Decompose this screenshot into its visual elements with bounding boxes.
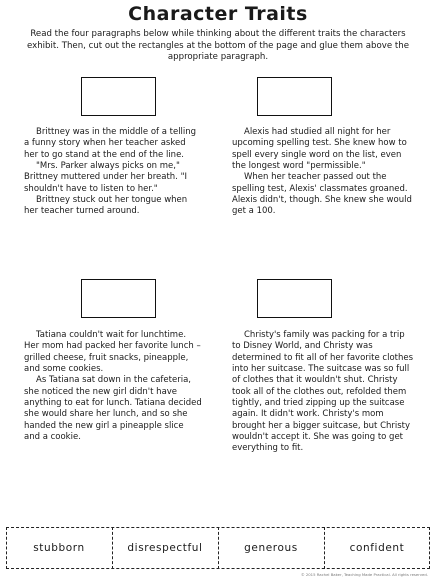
paragraph-brittney (24, 127, 202, 218)
glue-box-3 (81, 279, 156, 318)
paragraph-tatiana (24, 330, 202, 443)
paragraph-line: Alexis had studied all night for her upcoming spelling test. She knew how to spell every single word on the list, even the longest word "permissible." (232, 127, 407, 172)
paragraph-line: Christy's family was packing for a trip to Disney World, and Christy was determined to fit all of her favorite clothes into her suitcase. The suitcase was so full of clothes that it wouldn't shut. Christy took all of the clothes out, refolded them tightly, and tried zipping up the suitcase again. It didn't work. Christy's mom brought her a bigger suitcase, but Christy wouldn't accept it. She was going to get everything to fit. (232, 330, 414, 454)
trait-card-stubborn[interactable]: stubborn (33, 542, 85, 554)
paragraph-line: Tatiana couldn't wait for lunchtime. Her mom had packed her favorite lunch – grilled cheese, fruit snacks, pineapple, and some cookies. (24, 330, 201, 375)
paragraph-line: When her teacher passed out the spelling test, Alexis' classmates groaned. Alexis didn't, though. She knew she would get a 100. (232, 172, 412, 217)
glue-box-2 (257, 77, 332, 116)
glue-box-4 (257, 279, 332, 318)
trait-card-generous[interactable]: generous (244, 542, 298, 554)
glue-box-1 (81, 77, 156, 116)
paragraph-alexis (232, 127, 414, 218)
paragraph-line: "Mrs. Parker always picks on me," Brittney muttered under her breath. "I shouldn't have to listen to her." (24, 161, 187, 194)
paragraph-line: Brittney stuck out her tongue when her teacher turned around. (24, 195, 188, 217)
paragraph-line: Brittney was in the middle of a telling a funny story when her teacher asked her to go stand at the end of the line. (24, 127, 197, 160)
trait-card-confident[interactable]: confident (349, 542, 405, 554)
instructions: Read the four paragraphs below while thinking about the different traits the characters exhibit. Then, cut out the rectangles at the bottom of the page and glue them above the appropriate paragraph. (27, 29, 409, 63)
paragraph-line: As Tatiana sat down in the cafeteria, she noticed the new girl didn't have anything to eat for lunch. Tatiana decided she would share her lunch, and so she handed the new girl a pineapple slice and a cookie. (24, 375, 202, 443)
copyright-footer: © 2015 Rachel Baker, Teaching Made Practical. All rights reserved. (300, 572, 428, 577)
trait-card-disrespectful[interactable]: disrespectful (127, 542, 203, 554)
worksheet-title: Character Traits (128, 3, 308, 25)
paragraph-christy (232, 330, 414, 455)
